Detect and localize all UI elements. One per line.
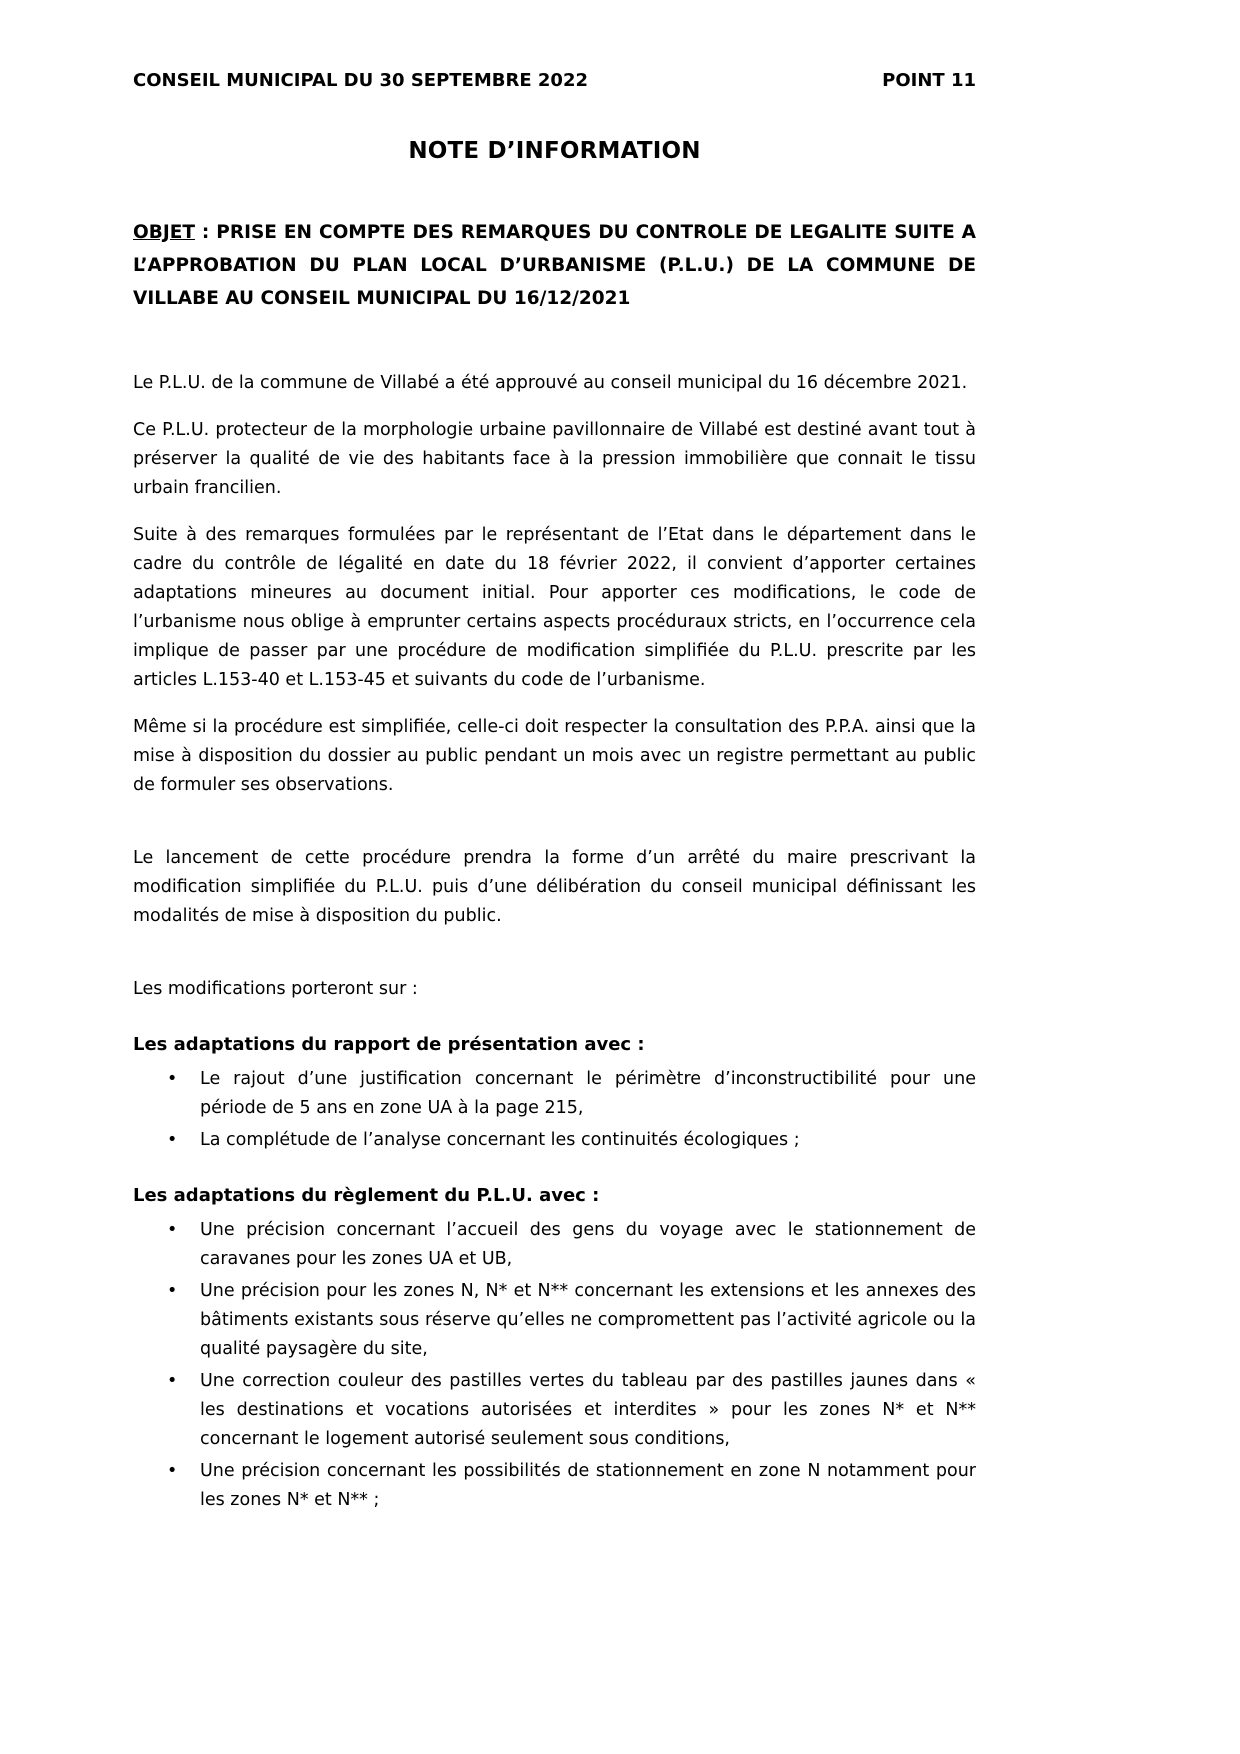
paragraph: Ce P.L.U. protecteur de la morphologie urbaine pavillonnaire de Villabé est destiné avant tout à préserver la qualité de vie des habitants face à la pression immobilière que connait le tissu urbain francilien. xyxy=(133,419,976,498)
objet-text: : PRISE EN COMPTE DES REMARQUES DU CONTROLE DE LEGALITE SUITE A L’APPROBATION DU PLAN LOCAL D’URBANISME (P.L.U.) DE LA COMMUNE DE VILLABE AU CONSEIL MUNICIPAL DU 16/12/2021 xyxy=(133,221,976,309)
section-heading-rapport: Les adaptations du rapport de présentation avec : xyxy=(133,1033,645,1055)
paragraph: Même si la procédure est simplifiée, celle-ci doit respecter la consultation des P.P.A. ainsi que la mise à disposition du dossier au public pendant un mois avec un registre permettant au public de formuler ses observations. xyxy=(133,716,976,795)
document-body xyxy=(133,369,976,1515)
paragraph: Suite à des remarques formulées par le représentant de l’Etat dans le département dans le cadre du contrôle de légalité en date du 18 février 2022, il convient d’apporter certaines adaptations mineures au document initial. Pour apporter ces modifications, le code de l’urbanisme nous oblige à emprunter certains aspects procéduraux stricts, en l’occurrence cela implique de passer par une procédure de modification simplifiée du P.L.U. prescrite par les articles L.153-40 et L.153-45 et suivants du code de l’urbanisme. xyxy=(133,524,976,690)
document-header xyxy=(133,70,976,92)
bullet-list-reglement xyxy=(133,1216,976,1515)
paragraph: Le lancement de cette procédure prendra la forme d’un arrêté du maire prescrivant la modification simplifiée du P.L.U. puis d’une délibération du conseil municipal définissant les modalités de mise à disposition du public. xyxy=(133,847,976,926)
bullet-item: • La complétude de l’analyse concernant les continuités écologiques ; xyxy=(133,1126,976,1155)
bullet-item: • Le rajout d’une justification concernant le périmètre d’inconstructibilité pour une période de 5 ans en zone UA à la page 215, xyxy=(133,1065,976,1123)
bullet-list-rapport xyxy=(133,1065,976,1155)
bullet-item: • Une correction couleur des pastilles vertes du tableau par des pastilles jaunes dans « les destinations et vocations autorisées et interdites » pour les zones N* et N** concernant le logement autorisé seulement sous conditions, xyxy=(133,1367,976,1454)
objet-paragraph xyxy=(133,216,976,315)
header-left-text: CONSEIL MUNICIPAL DU 30 SEPTEMBRE 2022 xyxy=(133,70,588,91)
bullet-item: • Une précision concernant les possibilités de stationnement en zone N notamment pour les zones N* et N** ; xyxy=(133,1457,976,1515)
header-right-text: POINT 11 xyxy=(882,70,976,91)
paragraph: Le P.L.U. de la commune de Villabé a été approuvé au conseil municipal du 16 décembre 2021. xyxy=(133,372,968,393)
page-title: NOTE D’INFORMATION xyxy=(408,137,701,164)
bullet-item: • Une précision concernant l’accueil des gens du voyage avec le stationnement de caravanes pour les zones UA et UB, xyxy=(133,1216,976,1274)
bullet-item: • Une précision pour les zones N, N* et N** concernant les extensions et les annexes des bâtiments existants sous réserve qu’elles ne compromettent pas l’activité agricole ou la qualité paysagère du site, xyxy=(133,1277,976,1364)
objet-label: OBJET xyxy=(133,221,195,243)
paragraph: Les modifications porteront sur : xyxy=(133,978,418,999)
section-heading-reglement: Les adaptations du règlement du P.L.U. avec : xyxy=(133,1184,600,1206)
